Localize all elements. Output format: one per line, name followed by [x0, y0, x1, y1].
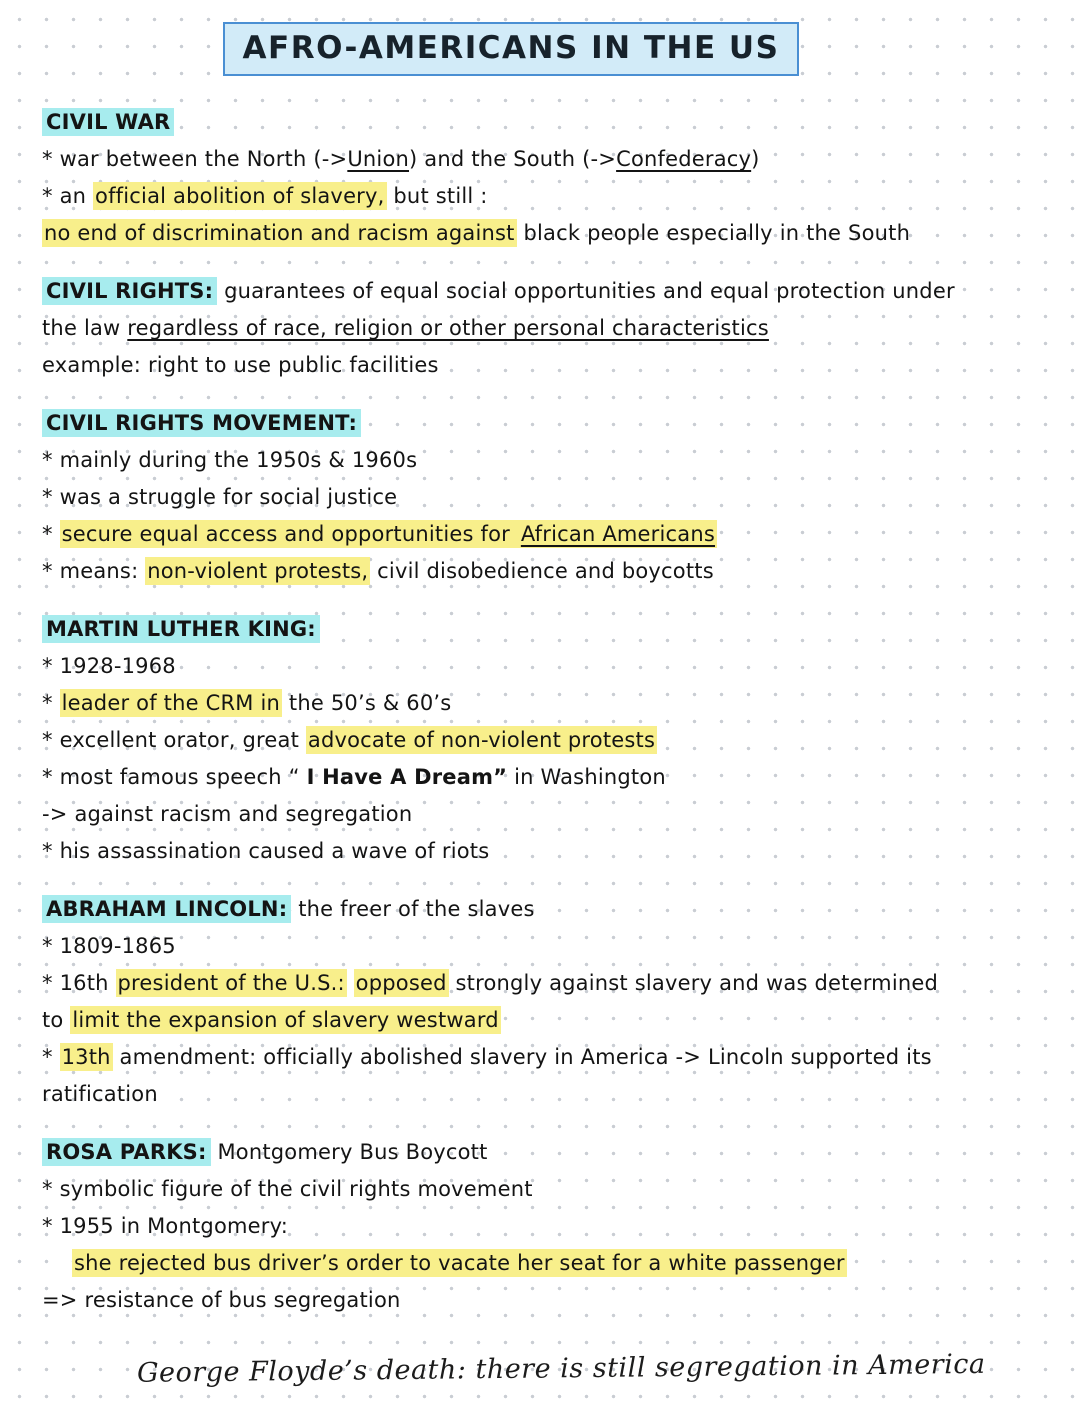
note-section	[42, 104, 1040, 252]
note-section	[42, 273, 1040, 384]
note-line	[42, 553, 1040, 590]
text-segment: => resistance of bus segregation	[42, 1288, 401, 1312]
text-segment: official abolition of slavery,	[95, 184, 385, 208]
text-segment: * most famous speech “	[42, 765, 307, 789]
text-segment: * 1928-1968	[42, 654, 176, 678]
note-line	[42, 796, 1040, 833]
text-segment: but still :	[386, 184, 488, 208]
text-segment: limit the expansion of slavery westward	[72, 1008, 499, 1032]
text-segment: * his assassination caused a wave of riots	[42, 839, 490, 863]
note-line	[42, 273, 1040, 310]
text-segment: * excellent orator, great	[42, 728, 306, 752]
text-segment: * means:	[42, 559, 146, 583]
text-segment: she rejected bus driver’s order to vacate her seat for a white passenger	[74, 1251, 845, 1275]
note-line	[42, 141, 1040, 178]
text-segment: * symbolic figure of the civil rights movement	[42, 1177, 533, 1201]
note-line	[42, 516, 1040, 553]
text-segment: guarantees of equal social opportunities and equal protection under	[217, 279, 955, 303]
text-segment: leader of the CRM in	[61, 691, 281, 715]
text-segment: the freer of the slaves	[291, 897, 535, 921]
text-segment: CIVIL WAR	[42, 108, 174, 136]
note-line	[42, 1245, 1040, 1282]
text-segment: the 50’s & 60’s	[282, 691, 452, 715]
handwritten-footnote: George Floyde’s death: there is still segregation in America	[136, 1348, 986, 1389]
text-segment: * 1955 in Montgomery:	[42, 1214, 288, 1238]
note-line	[42, 479, 1040, 516]
text-segment: Montgomery Bus Boycott	[210, 1140, 488, 1164]
notes-content	[42, 104, 1040, 1319]
text-segment: amendment: officially abolished slavery in America -> Lincoln supported its	[112, 1045, 932, 1069]
note-line	[42, 928, 1040, 965]
text-segment: * 1809-1865	[42, 934, 176, 958]
text-segment: CIVIL RIGHTS MOVEMENT:	[42, 409, 361, 437]
text-segment: opposed	[355, 971, 447, 995]
text-segment: Confederacy	[616, 147, 752, 171]
text-segment: example: right to use public facilities	[42, 353, 439, 377]
text-segment: * an	[42, 184, 94, 208]
text-segment: ABRAHAM LINCOLN:	[42, 895, 291, 923]
text-segment: *	[42, 522, 60, 546]
text-segment: * 16th	[42, 971, 116, 995]
text-segment: ratification	[42, 1082, 158, 1106]
text-segment: strongly against slavery and was determined	[448, 971, 939, 995]
text-segment: 13th	[61, 1045, 111, 1069]
note-line	[42, 1076, 1040, 1113]
text-segment: ROSA PARKS:	[42, 1138, 211, 1166]
text-segment: CIVIL RIGHTS:	[42, 277, 217, 305]
note-line	[42, 891, 1040, 928]
text-segment	[347, 971, 354, 995]
note-line	[42, 405, 1040, 442]
text-segment: * war between the North (->	[42, 147, 348, 171]
text-segment: the law	[42, 316, 128, 340]
text-segment: no end of discrimination and racism against	[44, 221, 515, 245]
text-segment: non-violent protests,	[147, 559, 369, 583]
text-segment: I Have A Dream”	[306, 765, 508, 789]
text-segment: * mainly during the 1950s & 1960s	[42, 448, 418, 472]
note-line	[42, 759, 1040, 796]
note-line	[42, 1171, 1040, 1208]
note-section	[42, 611, 1040, 870]
note-section	[42, 405, 1040, 590]
text-segment: black people especially in the South	[516, 221, 911, 245]
text-segment: MARTIN LUTHER KING:	[42, 615, 320, 643]
note-section	[42, 891, 1040, 1113]
note-line	[42, 833, 1040, 870]
text-segment: Union	[347, 147, 410, 171]
note-line	[42, 648, 1040, 685]
note-line	[42, 1208, 1040, 1245]
note-line	[42, 965, 1040, 1002]
page-title: AFRO-AMERICANS IN THE US	[223, 22, 800, 76]
text-segment: advocate of non-violent protests	[307, 728, 656, 752]
note-line	[42, 215, 1040, 252]
text-segment: in Washington	[507, 765, 666, 789]
text-segment: secure equal access and opportunities for	[61, 522, 517, 546]
text-segment: to	[42, 1008, 71, 1032]
note-line	[42, 722, 1040, 759]
text-segment: African Americans	[520, 522, 716, 546]
text-segment: )	[751, 147, 760, 171]
text-segment: ) and the South (->	[409, 147, 617, 171]
note-line	[42, 611, 1040, 648]
note-line	[42, 685, 1040, 722]
text-segment: president of the U.S.:	[117, 971, 345, 995]
note-line	[42, 442, 1040, 479]
text-segment: civil disobedience and boycotts	[370, 559, 714, 583]
text-segment: regardless of race, religion or other personal characteristics	[127, 316, 769, 340]
note-line	[42, 178, 1040, 215]
text-segment: *	[42, 1045, 60, 1069]
note-line	[42, 1282, 1040, 1319]
note-section	[42, 1134, 1040, 1319]
note-line	[42, 1002, 1040, 1039]
note-line	[42, 347, 1040, 384]
text-segment: *	[42, 691, 60, 715]
note-line	[42, 1134, 1040, 1171]
text-segment: * was a struggle for social justice	[42, 485, 398, 509]
note-line	[42, 310, 1040, 347]
note-line	[42, 104, 1040, 141]
text-segment: -> against racism and segregation	[42, 802, 413, 826]
note-line	[42, 1039, 1040, 1076]
